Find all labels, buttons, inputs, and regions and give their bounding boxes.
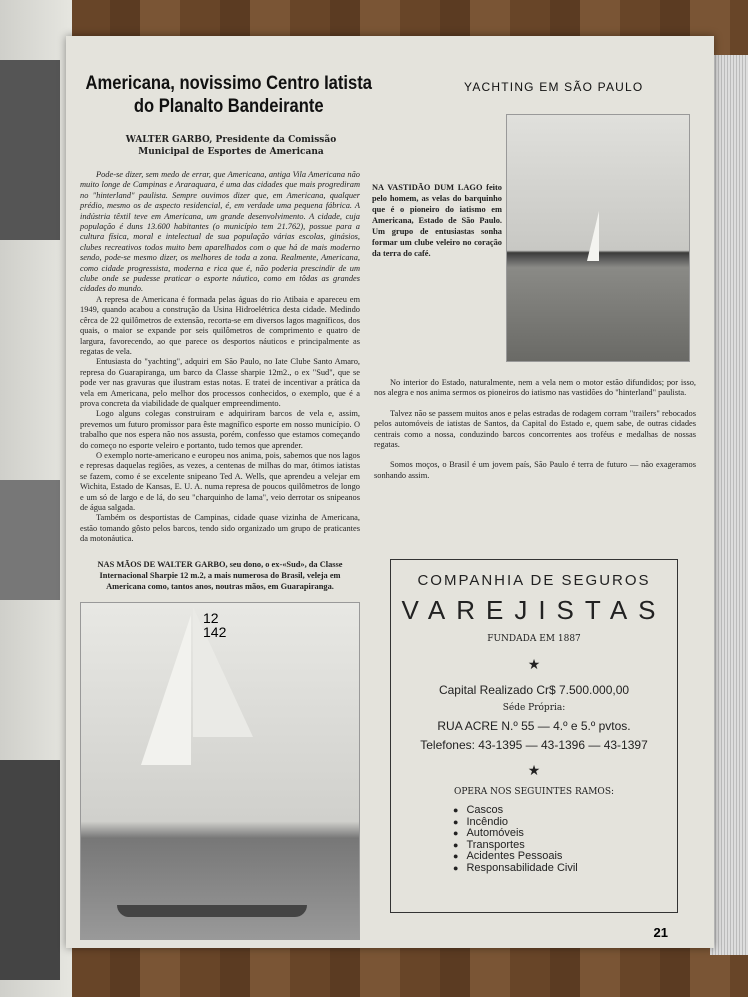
- ramo-item: ● Cascos: [453, 805, 677, 817]
- previous-page-photo: [0, 60, 60, 240]
- photo-caption-bottom: NAS MÃOS DE WALTER GARBO, seu dono, o ex-«Sud», da Classe Internacional Sharpie 12 m.2, a mais numerosa do Brasil, veleja em Americana como, tantos anos, noutras mãos, em Guarapiranga.: [97, 559, 343, 591]
- ad-ramos-label: OPERA NOS SEGUINTES RAMOS:: [453, 787, 615, 797]
- paragraph: Logo alguns colegas construiram e adquiriram barcos de vela e, assim, prevemos um futuro promissor para êste magnífico esporte em nosso município. O trabalho que nos espera não nos assusta, porém, confesso que estamos começando do começo no esporte veleiro e portanto, tudo temos que aprender.: [80, 409, 360, 450]
- sail-number: 12 142: [203, 609, 227, 640]
- paragraph: O exemplo norte-americano e europeu nos anima, pois, sabemos que nos lagos e represas daquelas regiões, as vezes, a centenas de milhas do mar, ótimos iatistas se fazem, como é se excelente snipeano Ted A. Wells, que aprendeu a velejar em Wichita, Estado de Kansas, E. U. A. numa represa de poucos quilômetros de longo e um só de largo e de lá, do seu "charquinho de lama", veio derrotar os snipeanos de água salgada.: [80, 450, 360, 512]
- sailboat-lake-photo: [506, 114, 690, 362]
- ad-name: VAREJISTAS: [401, 595, 667, 625]
- ramo-item: ● Acidentes Pessoais: [453, 851, 677, 863]
- magazine-page: [66, 36, 714, 948]
- page-stack-edges: [710, 55, 748, 955]
- ad-phones: Telefones: 43-1395 — 43-1396 — 43-1397: [420, 738, 648, 752]
- star-icon: ★: [527, 656, 541, 672]
- ad-ramos-list: [453, 805, 677, 874]
- ad-founded: FUNDADA EM 1887: [487, 634, 581, 644]
- paragraph: Talvez não se passem muitos anos e pelas estradas de rodagem corram "trailers" rebocados pelos automóveis de iatistas de Santos, da Capital do Estado e, quem sabe, de outras cidades centrais como a nossa, conduzindo barcos concorrentes aos troféus e medalhas de nossas regatas.: [374, 408, 696, 450]
- paragraph: Entusiasta do "yachting", adquiri em São Paulo, no Iate Clube Santo Amaro, represa do Guarapiranga, um barco da Classe sharpie 12m2., o ex "Sud", que se pode ver nas gravuras que ilustram estas notas. E tratei de incentivar a prática da vela em Americana, pelo melhor dos processos conhecidos, o exemplo, que é a prova concreta da viabilidade de qualquer empreendimento.: [80, 357, 360, 408]
- sail-icon: [587, 211, 599, 261]
- photo-caption-top: NA VASTIDÃO DUM LAGO feito pelo homem, as velas do barquinho que é o pioneiro do iatismo em Americana, Estado de São Paulo. Um grupo de entusiastas sonha formar um clube veleiro no coração da terra do café.: [372, 183, 502, 258]
- previous-page-edge: [0, 0, 72, 997]
- star-icon: ★: [527, 762, 541, 778]
- paragraph: Somos moços, o Brasil é um jovem país, São Paulo é terra de futuro — não exageramos sonhando assim.: [374, 460, 696, 480]
- ramo-item: ● Incêndio: [453, 817, 677, 829]
- section-header: YACHTING EM SÃO PAULO: [464, 80, 644, 94]
- sailboat-photo: [80, 602, 360, 940]
- left-stack: [80, 170, 360, 940]
- ad-company: COMPANHIA DE SEGUROS: [417, 572, 651, 589]
- previous-page-photo: [0, 760, 60, 980]
- insurance-advertisement: [390, 559, 678, 913]
- ramo-item: ● Automóveis: [453, 828, 677, 840]
- paragraph: Pode-se dizer, sem medo de errar, que Americana, antiga Vila Americana não muito longe de Campinas e Araraquara, é uma das cidades que mais progrediram no "hinterland" paulista. Sempre ouvimos dizer que, em Americana, qualquer prédio, mesmo os de aspecto residencial, é, em verdade uma pequena fábrica. A indústria têxtil teve em Americana, um grande desenvolvimento. A cidade, cuja população é duns 13.600 habitantes (o município tem 21.762), possue para a cultura física, moral e intelectual de sua população várias escolas, ginásios, clubes recreativos todos muito bem aparelhados com o que há de mais moderno sendo, pode-se mesmo dizer, os melhores de toda a zona. Realmente, Americana, como cidade progressista, moderna e rica que é, não poderia prescindir de um clube onde se pudesse praticar o esporte náutico, como em tôdas as grandes cidades do mundo.: [80, 170, 360, 294]
- ramo-item: ● Responsabilidade Civil: [453, 863, 677, 875]
- paragraph: A represa de Americana é formada pelas águas do rio Atibaia e apareceu em 1949, quando acabou a construção da Usina Hidroelétrica desta cidade. Medindo cêrca de 22 quilômetros de extensão, recorta-se em diversos lagos magníficos, dos quais, o maior se expande por seis quilômetros de comprimento e quatro de largura, favorecendo, ao que parece os desportos náuticos e principalmente as regatas de vela.: [80, 294, 360, 356]
- sail-icon: [141, 615, 191, 765]
- previous-page-photo: [0, 480, 60, 600]
- left-column: [80, 170, 360, 545]
- ad-capital: Capital Realizado Cr$ 7.500.000,00: [438, 683, 630, 697]
- ad-sede: Séde Própria:: [502, 703, 566, 713]
- paragraph: No interior do Estado, naturalmente, nem a vela nem o motor estão difundidos; por isso, nos alegra e nos anima sermos os pioneiros do iatismo nas vastidões do "hinterland" paulista.: [374, 378, 696, 398]
- byline: WALTER GARBO, Presidente da Comissão Municipal de Esportes de Americana: [125, 135, 337, 157]
- right-stack: [374, 378, 696, 940]
- ramo-item: ● Transportes: [453, 840, 677, 852]
- right-column: [374, 378, 696, 481]
- paragraph: Também os desportistas de Campinas, cidade quase vizinha de Americana, estão tomando gôsto pelos barcos, tendo sido organizado um grupo de praticantes da motonáutica.: [80, 513, 360, 544]
- ad-address: RUA ACRE N.º 55 — 4.º e 5.º pvtos.: [437, 719, 631, 733]
- page-number: 21: [653, 925, 668, 940]
- article-title: Americana, novissimo Centro Iatista do Planalto Bandeirante: [85, 72, 372, 117]
- hull: [117, 905, 307, 917]
